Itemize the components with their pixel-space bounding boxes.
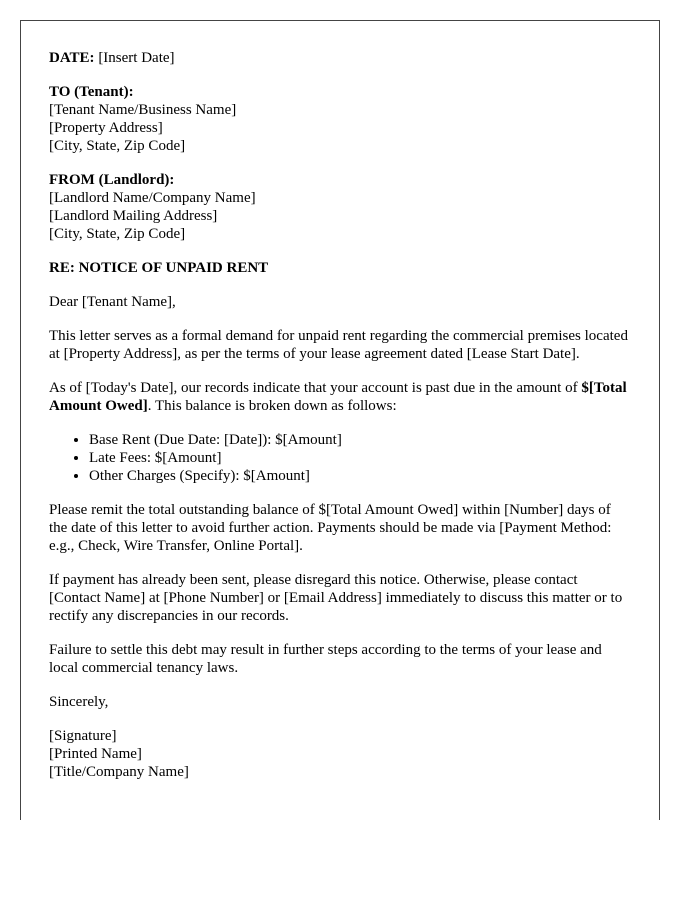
from-block [49,171,631,243]
paragraph-consequences: Failure to settle this debt may result in further steps according to the terms of your lease and local commercial tenancy laws. [49,642,602,676]
past-due-text-after: . This balance is broken down as follows: [147,398,397,414]
breakdown-item-base-rent: • Base Rent (Due Date: [Date]): $[Amount] [89,431,631,449]
from-heading: FROM (Landlord): [49,172,175,188]
past-due-text-before: As of [Today's Date], our records indicate that your account is past due in the amount of [49,380,582,396]
salutation: Dear [Tenant Name], [49,294,176,310]
closing: Sincerely, [49,694,109,710]
breakdown-item-late-fees: • Late Fees: $[Amount] [89,449,631,467]
to-heading: TO (Tenant): [49,84,134,100]
title-company-line: [Title/Company Name] [49,764,189,780]
paragraph-contact: If payment has already been sent, please disregard this notice. Otherwise, please contact [Contact Name] at [Phone Number] or [Email Address] immediately to discuss this matter or to rectify any discrepancies in our records. [49,572,623,624]
to-line-city: [City, State, Zip Code] [49,138,186,154]
breakdown-item-other-charges: • Other Charges (Specify): $[Amount] [89,467,631,485]
date-line [49,49,631,67]
paragraph-remit: Please remit the total outstanding balance of $[Total Amount Owed] within [Number] days of the date of this letter to avoid further action. Payments should be made via [Payment Method: e.g., Check, Wire Transfer, Online Portal]. [49,502,612,554]
breakdown-list [49,431,631,485]
to-line-address: [Property Address] [49,120,163,136]
to-line-name: [Tenant Name/Business Name] [49,102,237,118]
from-line-name: [Landlord Name/Company Name] [49,190,256,206]
signature-line: [Signature] [49,728,117,744]
signature-block [49,727,631,781]
total-amount-owed: $[Total Amount Owed] [49,380,627,414]
from-line-address: [Landlord Mailing Address] [49,208,218,224]
paragraph-demand: This letter serves as a formal demand for unpaid rent regarding the commercial premises located at [Property Address], as per the terms of your lease agreement dated [Lease Start Date]. [49,328,628,362]
date-label: DATE: [49,50,95,66]
to-block [49,83,631,155]
paragraph-past-due [49,379,631,415]
subject-line: RE: NOTICE OF UNPAID RENT [49,260,269,276]
from-line-city: [City, State, Zip Code] [49,226,186,242]
date-value: [Insert Date] [94,50,175,66]
letter-page [20,20,660,820]
printed-name-line: [Printed Name] [49,746,142,762]
